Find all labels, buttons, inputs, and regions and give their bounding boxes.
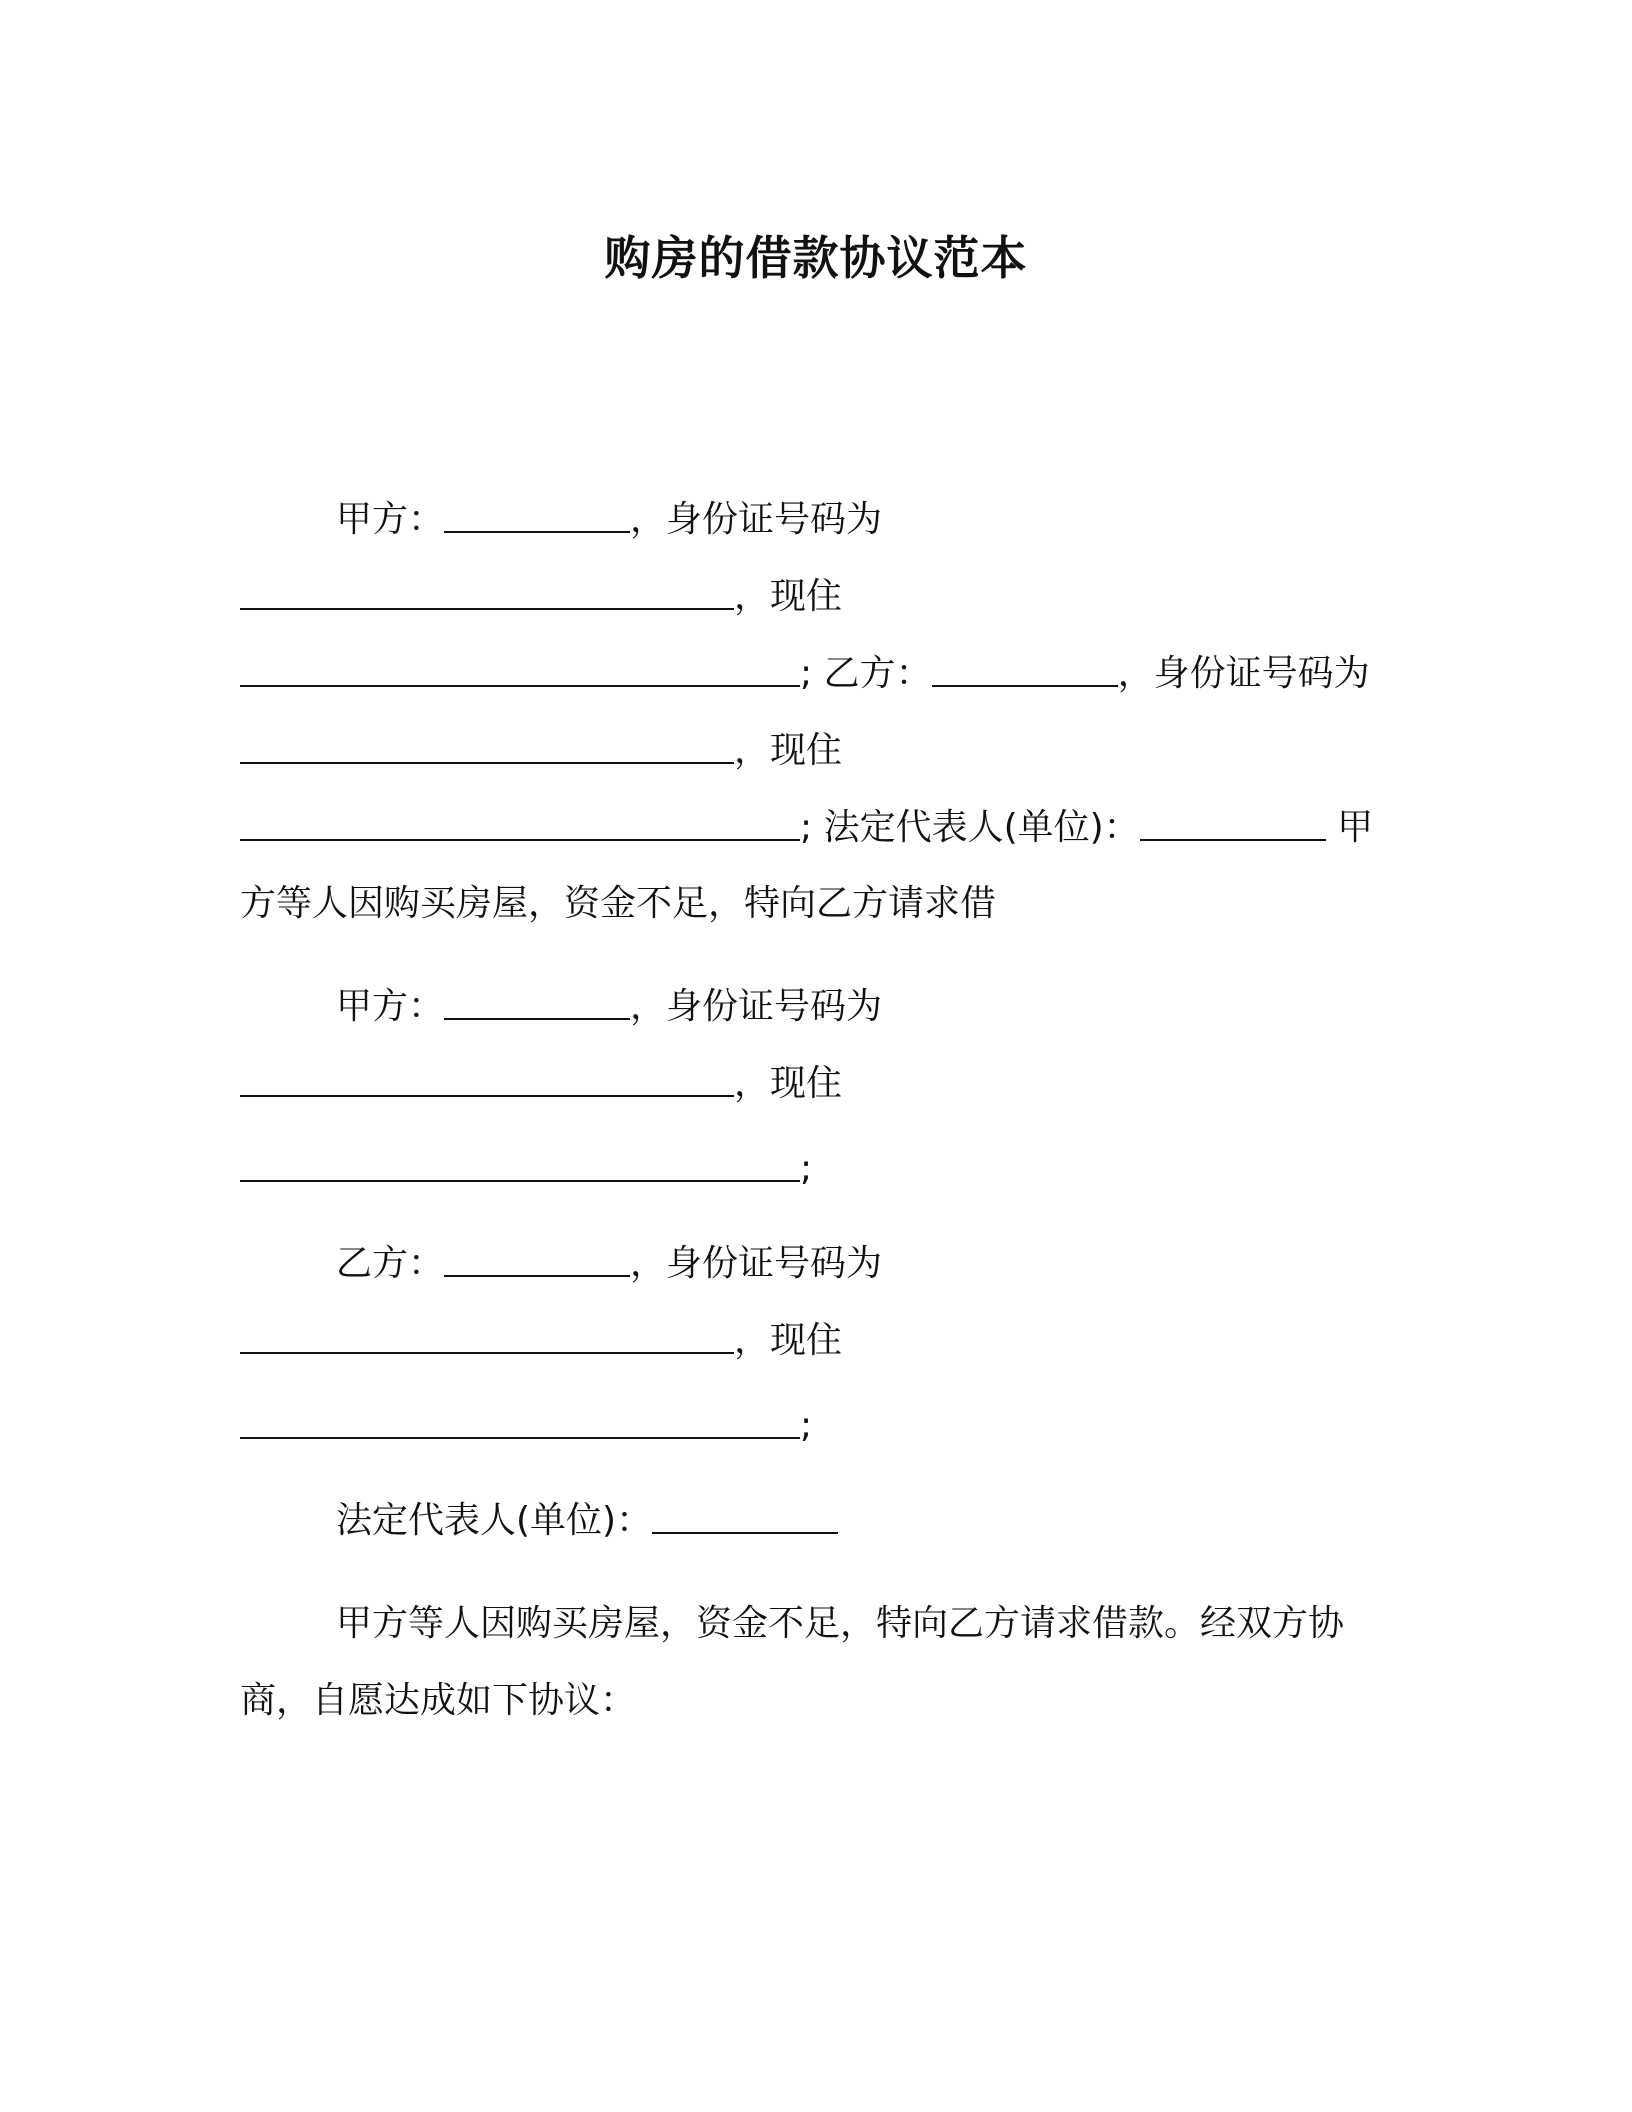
party-a-address-blank xyxy=(240,1148,800,1182)
legal-rep-label: 法定代表人(单位)： xyxy=(336,1500,653,1541)
semicolon: ; xyxy=(800,1405,813,1446)
party-a-line-2 xyxy=(336,983,882,1031)
party-b-id-line-2 xyxy=(240,1317,842,1365)
document-title: 购房的借款协议范本 xyxy=(604,231,1028,285)
party-a-id-blank xyxy=(240,1063,734,1097)
party-b-name-blank xyxy=(932,653,1118,687)
party-a-address-blank xyxy=(240,653,800,687)
party-a-id-line-2 xyxy=(240,1060,842,1108)
legal-rep-line-2 xyxy=(336,1497,838,1545)
party-b-label: 乙方： xyxy=(336,1243,445,1284)
purpose-line xyxy=(240,880,996,928)
id-number-label: ，身份证号码为 xyxy=(630,499,883,540)
party-a-line xyxy=(336,496,882,544)
legal-rep-label: ; 法定代表人(单位)： xyxy=(800,807,1140,848)
party-b-address-line-2 xyxy=(240,1402,812,1450)
legal-rep-blank xyxy=(1140,807,1326,841)
legal-rep-line xyxy=(240,804,1373,852)
legal-rep-blank xyxy=(652,1500,838,1534)
id-number-label: ，身份证号码为 xyxy=(630,986,883,1027)
party-b-line-2 xyxy=(336,1240,882,1288)
agreement-intro-line-2 xyxy=(240,1677,636,1725)
party-a-name-blank xyxy=(444,986,630,1020)
party-b-name-blank xyxy=(444,1243,630,1277)
party-b-line xyxy=(240,650,1370,698)
agreement-intro-text: 甲方等人因购买房屋，资金不足，特向乙方请求借款。经双方协 xyxy=(336,1603,1345,1644)
party-b-id-line xyxy=(240,727,842,775)
semicolon: ; xyxy=(800,1148,813,1189)
residence-label: ，现住 xyxy=(734,730,843,771)
party-a-name-blank xyxy=(444,499,630,533)
agreement-intro-text-cont: 商，自愿达成如下协议： xyxy=(240,1680,637,1721)
residence-label: ，现住 xyxy=(734,1320,843,1361)
party-b-id-blank xyxy=(240,730,734,764)
residence-label: ，现住 xyxy=(734,1063,843,1104)
continuation-text: 甲 xyxy=(1325,807,1374,848)
party-b-label: ; 乙方： xyxy=(800,653,932,694)
party-b-address-blank xyxy=(240,807,800,841)
id-number-label: ，身份证号码为 xyxy=(1117,653,1370,694)
party-a-label: 甲方： xyxy=(336,499,445,540)
party-a-address-line-2 xyxy=(240,1145,812,1193)
residence-label: ，现住 xyxy=(734,576,843,617)
party-b-address-blank xyxy=(240,1405,800,1439)
agreement-intro-line-1 xyxy=(336,1600,1344,1648)
party-b-id-blank xyxy=(240,1320,734,1354)
id-number-label: ，身份证号码为 xyxy=(630,1243,883,1284)
party-a-label: 甲方： xyxy=(336,986,445,1027)
purpose-text: 方等人因购买房屋，资金不足，特向乙方请求借 xyxy=(240,883,997,924)
party-a-id-blank xyxy=(240,576,734,610)
party-a-id-line xyxy=(240,573,842,621)
